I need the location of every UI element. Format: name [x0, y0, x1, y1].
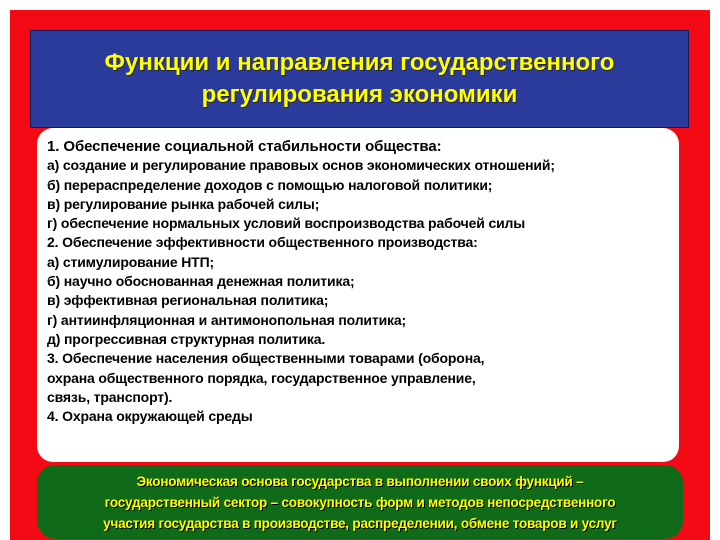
list-item: г) обеспечение нормальных условий воспроизводства рабочей силы: [47, 215, 526, 232]
title-banner: [30, 30, 689, 128]
list-item: 4. Охрана окружающей среды: [47, 408, 253, 425]
title-line-2: регулирования экономики: [201, 81, 518, 108]
footer-line-3: участия государства в производстве, распределении, обмене товаров и услуг: [103, 515, 617, 531]
list-item: 1. Обеспечение социальной стабильности общества:: [47, 138, 442, 155]
slide-frame: [10, 10, 710, 540]
footer-line-2: государственный сектор – совокупность форм и методов непосредственного: [104, 494, 616, 510]
list-item: а) создание и регулирование правовых основ экономических отношений;: [47, 157, 555, 174]
list-item: б) перераспределение доходов с помощью налоговой политики;: [47, 176, 493, 193]
footer-note: [37, 465, 683, 539]
list-item: а) стимулирование НТП;: [47, 253, 214, 270]
list-item: б) научно обоснованная денежная политика;: [47, 273, 355, 290]
list-item: 3. Обеспечение населения общественными товарами (оборона,: [47, 350, 485, 367]
list-item: охрана общественного порядка, государственное управление,: [47, 369, 476, 386]
functions-list: [37, 128, 679, 462]
title-line-1: Функции и направления государственного: [104, 49, 615, 76]
list-item: г) антиинфляционная и антимонопольная политика;: [47, 311, 407, 328]
list-item: в) эффективная региональная политика;: [47, 292, 329, 309]
list-item: 2. Обеспечение эффективности общественного производства:: [47, 234, 478, 251]
list-item: д) прогрессивная структурная политика.: [47, 330, 326, 347]
list-item: связь, транспорт).: [47, 388, 173, 405]
list-item: в) регулирование рынка рабочей силы;: [47, 195, 320, 212]
footer-line-1: Экономическая основа государства в выполнении своих функций –: [136, 473, 584, 489]
